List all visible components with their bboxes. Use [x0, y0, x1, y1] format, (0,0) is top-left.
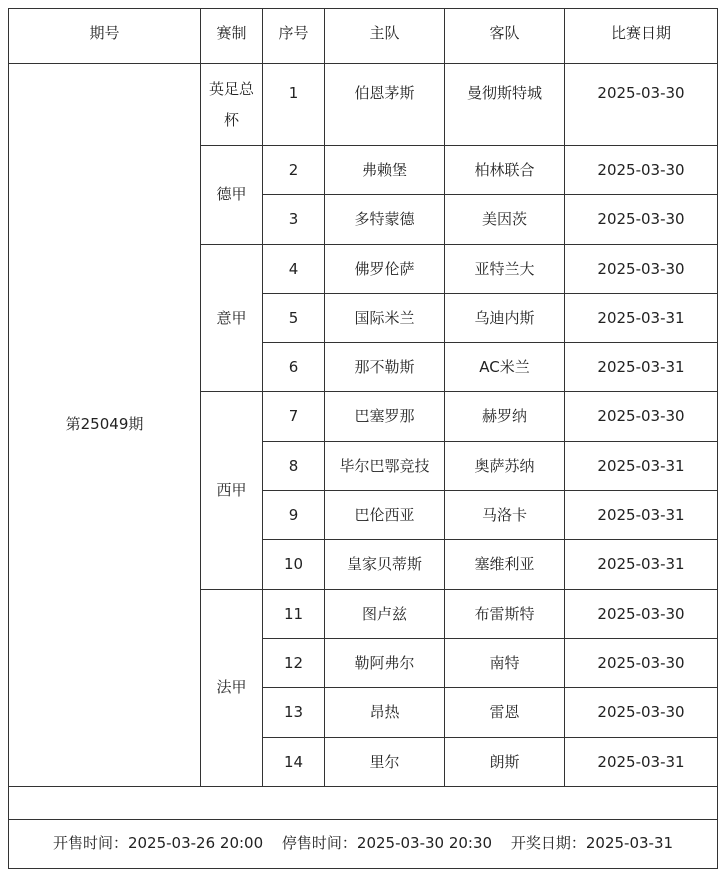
home-team-cell: 多特蒙德 [325, 195, 445, 244]
header-period: 期号 [9, 9, 201, 64]
period-cell: 第25049期 [9, 64, 201, 787]
home-team-cell: 那不勒斯 [325, 343, 445, 392]
match-date-cell: 2025-03-31 [565, 441, 718, 490]
match-number-cell: 7 [263, 392, 325, 441]
match-date-cell: 2025-03-30 [565, 244, 718, 293]
sale-stop-time: 停售时间：2025-03-30 20:30 [281, 834, 493, 853]
away-team-cell: 赫罗纳 [445, 392, 565, 441]
match-number-cell: 3 [263, 195, 325, 244]
header-league: 赛制 [201, 9, 263, 64]
away-team-cell: 南特 [445, 638, 565, 687]
home-team-cell: 昂热 [325, 688, 445, 737]
away-team-cell: 曼彻斯特城 [445, 64, 565, 146]
match-date-cell: 2025-03-31 [565, 737, 718, 786]
home-team-cell: 勒阿弗尔 [325, 638, 445, 687]
league-cell: 意甲 [201, 244, 263, 392]
match-date-cell: 2025-03-30 [565, 195, 718, 244]
match-number-cell: 6 [263, 343, 325, 392]
away-team-cell: 亚特兰大 [445, 244, 565, 293]
away-team-cell: 柏林联合 [445, 146, 565, 195]
away-team-cell: 朗斯 [445, 737, 565, 786]
match-number-cell: 13 [263, 688, 325, 737]
away-team-cell: 奥萨苏纳 [445, 441, 565, 490]
league-cell: 英足总杯 [201, 64, 263, 146]
match-number-cell: 8 [263, 441, 325, 490]
home-team-cell: 巴塞罗那 [325, 392, 445, 441]
sale-info-footer [9, 819, 718, 868]
match-date-cell: 2025-03-30 [565, 638, 718, 687]
match-number-cell: 5 [263, 293, 325, 342]
match-date-cell: 2025-03-31 [565, 293, 718, 342]
away-team-cell: 塞维利亚 [445, 540, 565, 589]
match-rows [9, 64, 718, 787]
match-number-cell: 14 [263, 737, 325, 786]
home-team-cell: 弗赖堡 [325, 146, 445, 195]
away-team-cell: AC米兰 [445, 343, 565, 392]
home-team-cell: 巴伦西亚 [325, 491, 445, 540]
match-number-cell: 11 [263, 589, 325, 638]
header-away-team: 客队 [445, 9, 565, 64]
home-team-cell: 图卢兹 [325, 589, 445, 638]
away-team-cell: 马洛卡 [445, 491, 565, 540]
match-date-cell: 2025-03-30 [565, 392, 718, 441]
home-team-cell: 皇家贝蒂斯 [325, 540, 445, 589]
home-team-cell: 毕尔巴鄂竞技 [325, 441, 445, 490]
league-cell: 德甲 [201, 146, 263, 245]
match-number-cell: 9 [263, 491, 325, 540]
home-team-cell: 伯恩茅斯 [325, 64, 445, 146]
header-home-team: 主队 [325, 9, 445, 64]
home-team-cell: 佛罗伦萨 [325, 244, 445, 293]
blank-row [9, 786, 718, 819]
schedule-table-wrapper [8, 8, 717, 869]
draw-date: 开奖日期：2025-03-31 [510, 834, 674, 853]
away-team-cell: 布雷斯特 [445, 589, 565, 638]
header-row [9, 9, 718, 64]
match-schedule-table [8, 8, 718, 869]
match-number-cell: 2 [263, 146, 325, 195]
match-date-cell: 2025-03-31 [565, 343, 718, 392]
away-team-cell: 乌迪内斯 [445, 293, 565, 342]
league-cell: 法甲 [201, 589, 263, 786]
match-date-cell: 2025-03-30 [565, 688, 718, 737]
match-date-cell: 2025-03-31 [565, 491, 718, 540]
match-date-cell: 2025-03-31 [565, 540, 718, 589]
match-number-cell: 1 [263, 64, 325, 146]
match-date-cell: 2025-03-30 [565, 146, 718, 195]
home-team-cell: 里尔 [325, 737, 445, 786]
match-number-cell: 4 [263, 244, 325, 293]
header-match-date: 比赛日期 [565, 9, 718, 64]
match-date-cell: 2025-03-30 [565, 589, 718, 638]
away-team-cell: 美因茨 [445, 195, 565, 244]
home-team-cell: 国际米兰 [325, 293, 445, 342]
header-number: 序号 [263, 9, 325, 64]
match-date-cell: 2025-03-30 [565, 64, 718, 146]
away-team-cell: 雷恩 [445, 688, 565, 737]
league-cell: 西甲 [201, 392, 263, 589]
sale-start-time: 开售时间：2025-03-26 20:00 [52, 834, 264, 853]
table-row [9, 64, 718, 146]
match-number-cell: 10 [263, 540, 325, 589]
match-number-cell: 12 [263, 638, 325, 687]
